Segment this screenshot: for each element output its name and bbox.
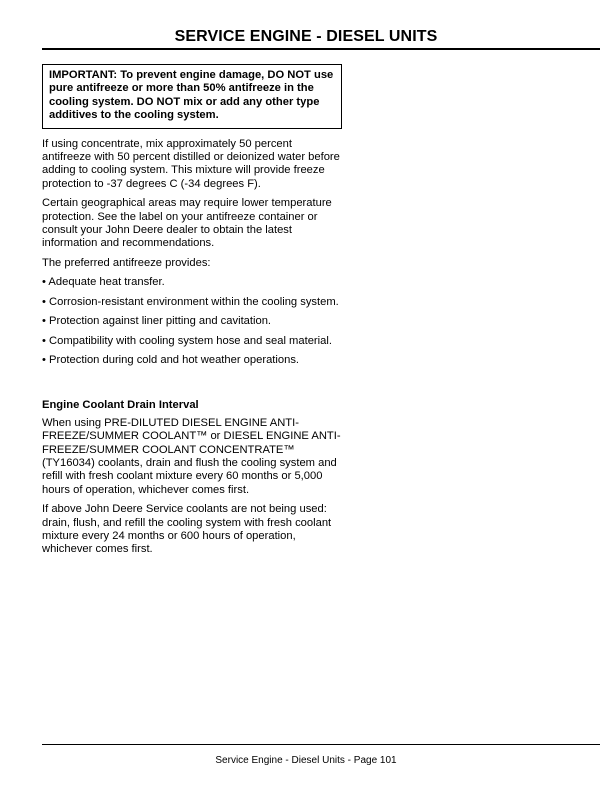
- header-divider: [42, 48, 600, 50]
- paragraph-geographic: Certain geographical areas may require lower temperature protection. See the label on your antifreeze container or consult your John Deere dealer to obtain the latest information and recommendations.: [42, 197, 332, 250]
- paragraph-preferred: The preferred antifreeze provides:: [42, 256, 211, 269]
- paragraph-drain-deere: When using PRE-DILUTED DIESEL ENGINE ANTI-FREEZE/SUMMER COOLANT™ or DIESEL ENGINE ANTI-FREEZE/SUMMER COOLANT CONCENTRATE™ (TY16034) coolants, drain and flush the cooling system and refill with fresh coolant mixture every 60 months or 5,000 hours of operation, whichever comes first.: [42, 416, 341, 496]
- section-heading-drain-interval: Engine Coolant Drain Interval: [42, 399, 199, 412]
- footer-divider: [42, 744, 600, 745]
- content-column: [42, 64, 342, 563]
- page-title: SERVICE ENGINE - DIESEL UNITS: [174, 28, 438, 45]
- bullet-item: • Protection against liner pitting and cavitation.: [42, 315, 272, 328]
- important-notice: IMPORTANT: To prevent engine damage, DO NOT use pure antifreeze or more than 50% antifreeze in the cooling system. DO NOT mix or add any other type additives to the cooling system.: [42, 64, 342, 129]
- bullet-item: • Adequate heat transfer.: [42, 276, 165, 289]
- page-footer: Service Engine - Diesel Units - Page 101: [215, 755, 397, 766]
- paragraph-drain-other: If above John Deere Service coolants are not being used: drain, flush, and refill the cooling system with fresh coolant mixture every 24 months or 600 hours of operation, whichever comes first.: [42, 503, 332, 556]
- bullet-item: • Corrosion-resistant environment within the cooling system.: [42, 295, 339, 308]
- bullet-item: • Compatibility with cooling system hose and seal material.: [42, 334, 332, 347]
- bullet-item: • Protection during cold and hot weather operations.: [42, 353, 300, 366]
- paragraph-concentrate: If using concentrate, mix approximately 50 percent antifreeze with 50 percent distilled or deionized water before adding to cooling system. This mixture will provide freeze protection to -37 degrees C (-34 degrees F).: [42, 137, 340, 190]
